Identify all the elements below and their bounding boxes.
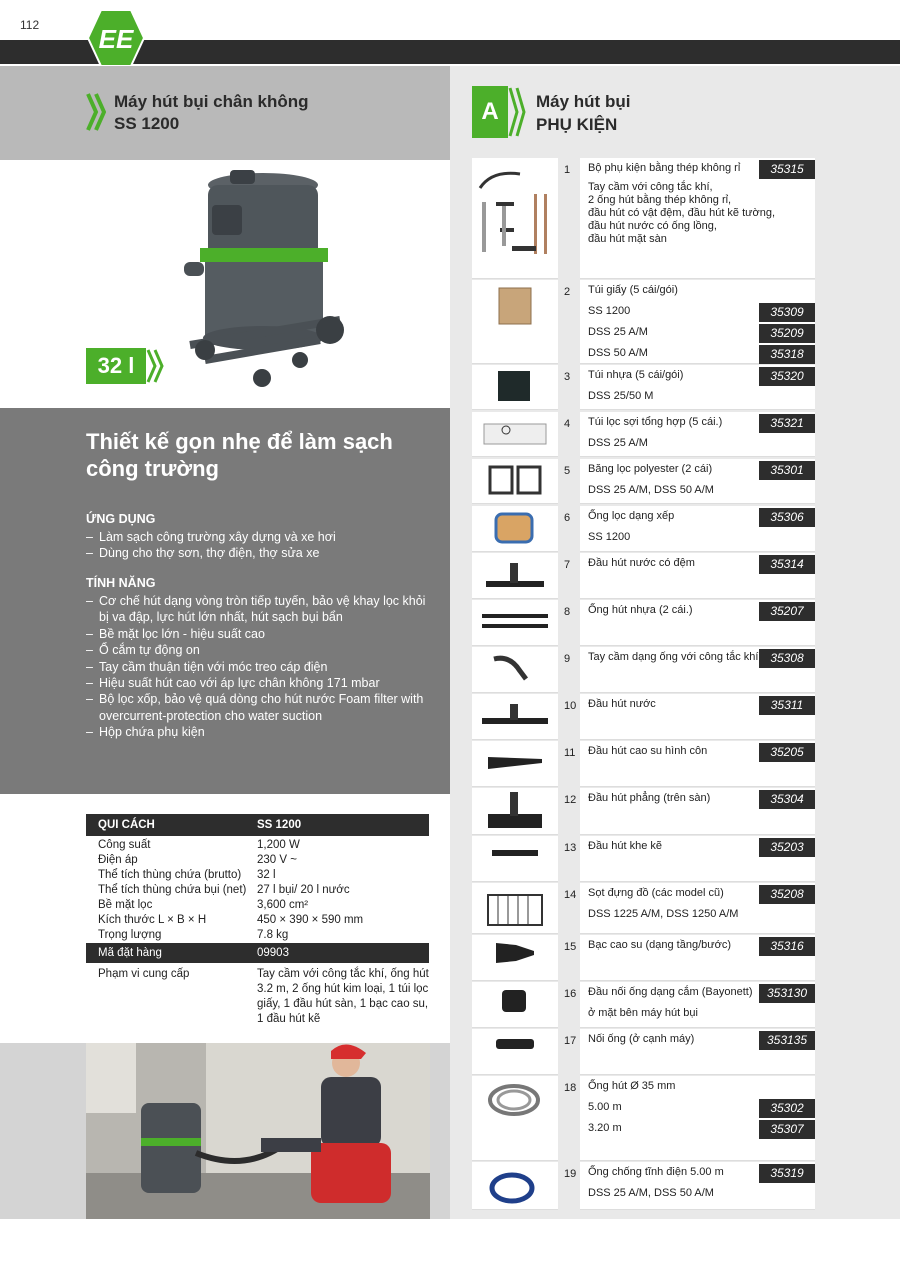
list-item: – Bộ lọc xốp, bảo vệ quá dòng cho hút nước Foam filter with overcurrent-protection cho water suction [86,691,426,724]
accessory-body: Ống lọc dạng xếp 35306 SS 1200 [580,506,815,552]
accessory-image [472,1162,558,1210]
accessory-image [472,836,558,882]
accessory-row [472,1029,815,1075]
table-row: Thể tích thùng chứa (brutto) 32 l [98,869,276,881]
table-row: Điện áp 230 V ~ [98,854,297,866]
order-code: 35320 [759,367,815,386]
item-number: 10 [558,694,580,740]
accessory-row [472,883,815,934]
order-code: 35208 [759,885,815,904]
order-code: 35207 [759,602,815,621]
accessory-image [472,600,558,646]
table-row: Thể tích thùng chứa bụi (net) 27 l bụi/ 20 l nước [98,884,350,896]
order-code: 35205 [759,743,815,762]
order-code: 35316 [759,937,815,956]
double-chevron-icon [86,92,106,132]
accessory-row [472,365,815,410]
accessory-row [472,600,815,646]
accessory-image [472,982,558,1028]
accessory-body [580,935,815,981]
order-code: 353135 [759,1031,815,1050]
spec-table [86,814,429,1027]
item-number: 14 [558,883,580,934]
accessory-image [472,647,558,693]
supply-row: Phạm vi cung cấp Tay cầm với công tắc khí, ống hút 3.2 m, 2 ống hút kim loại, 1 túi lọc giấy, 1 đầu hút sàn, 1 bạc cao su, 1 đầu hút kẽ [98,968,429,1025]
vacuum-cleaner-image [0,160,450,410]
accessory-title: Túi lọc sợi tổng hợp (5 cái.) [588,416,723,428]
accessory-title: Đầu nối ống dạng cắm (Bayonett) [588,986,753,998]
accessory-body: Túi lọc sợi tổng hợp (5 cái.) 35321 DSS 25 A/M [580,412,815,457]
accessory-title: Đầu hút cao su hình côn [588,745,708,757]
accessory-image [472,365,558,410]
order-code: 35308 [759,649,815,668]
item-number: 5 [558,459,580,504]
item-number: 4 [558,412,580,457]
double-chevron-icon [508,86,526,138]
item-number: 18 [558,1076,580,1161]
list-item: – Làm sạch công trường xây dựng và xe hơi [86,529,426,545]
order-number-row: Mã đặt hàng 09903 [86,943,429,963]
page-number: 112 [20,18,40,32]
accessory-row [472,280,815,364]
order-code: 35314 [759,555,815,574]
item-number: 13 [558,836,580,882]
list-item: – Hiệu suất hút cao với áp lực chân không 171 mbar [86,675,426,691]
accessory-body [580,553,815,599]
accessory-body [580,158,815,279]
accessory-row [472,647,815,693]
capacity-badge: 32 l [86,348,146,384]
accessory-image [472,158,558,279]
accessory-description: Tay cầm với công tắc khí, 2 ống hút bằng thép không rỉ, đầu hút có vật đệm, đầu hút kẽ tường, đầu hút nước có ống lồng, đầu hút mặt sàn [588,181,776,245]
order-code: 35318 [759,345,815,364]
accessory-title: Đầu hút nước [588,698,656,710]
list-item: – Bề mặt lọc lớn - hiệu suất cao [86,626,426,642]
item-number: 12 [558,788,580,835]
product-image [0,160,450,410]
item-number: 6 [558,506,580,552]
order-code: 35302 [759,1099,815,1118]
section-letter: A [472,86,508,138]
table-row: Công suất 1,200 W [98,839,300,851]
list-item: – Hộp chứa phụ kiện [86,724,426,740]
double-chevron-icon [146,348,164,384]
item-number: 8 [558,600,580,646]
accessory-title: Ống chống tĩnh điện 5.00 m [588,1166,724,1178]
svg-text:EE: EE [98,24,134,54]
section-title: Máy hút bụi [536,92,631,111]
accessory-title: Đầu hút khe kẽ [588,840,662,852]
accessory-image [472,883,558,934]
list-item: – Cơ chế hút dạng vòng tròn tiếp tuyến, bảo vệ khay lọc khỏi bị va đập, lực hút lớn nhất, hút sạch bụi bẩn [86,593,426,626]
order-code: 35315 [759,160,815,179]
accessory-body [580,788,815,835]
product-model: SS 1200 [114,114,180,133]
accessory-title: Bạc cao su (dạng tầng/bước) [588,939,731,951]
accessory-title: Bộ phụ kiện bằng thép không rỉ [588,162,741,174]
accessory-row [472,982,815,1028]
features-list [86,593,426,741]
accessory-row [472,459,815,504]
list-item: – Ổ cắm tự động on [86,642,426,658]
accessory-image [472,788,558,835]
accessory-body [580,741,815,787]
accessory-image [472,1076,558,1161]
accessory-row [472,158,815,279]
accessory-body: Đầu nối ống dạng cắm (Bayonett) 353130 ở mặt bên máy hút bụi [580,982,815,1028]
item-number: 15 [558,935,580,981]
accessory-row [472,788,815,835]
item-number: 9 [558,647,580,693]
accessory-body: Băng lọc polyester (2 cái) 35301 DSS 25 A/M, DSS 50 A/M [580,459,815,504]
accessory-row [472,741,815,787]
order-code: 35203 [759,838,815,857]
accessory-row [472,412,815,457]
accessory-body [580,694,815,740]
features-title: TÍNH NĂNG [86,576,156,590]
order-code: 35321 [759,414,815,433]
accessory-body [580,836,815,882]
accessory-row [472,694,815,740]
accessory-row [472,506,815,552]
order-code: 35307 [759,1120,815,1139]
accessory-body [580,1029,815,1075]
list-item: – Dùng cho thợ sơn, thợ điện, thợ sửa xe [86,545,426,561]
order-code: 35309 [759,303,815,322]
application-title: ỨNG DỤNG [86,512,156,526]
list-item: – Tay cầm thuận tiện với móc treo cáp điện [86,659,426,675]
section-subtitle: PHỤ KIỆN [536,115,618,134]
item-number: 3 [558,365,580,410]
accessory-row [472,1162,815,1210]
usage-photo [86,1043,430,1219]
item-number: 2 [558,280,580,364]
application-list [86,529,426,562]
accessory-body: Túi nhựa (5 cái/gói) 35320 DSS 25/50 M [580,365,815,410]
accessory-row [472,1076,815,1161]
accessory-title: Túi nhựa (5 cái/gói) [588,369,684,381]
accessory-body [580,600,815,646]
order-code: 35311 [759,696,815,715]
accessory-image [472,694,558,740]
accessory-image [472,741,558,787]
ee-logo [86,8,146,68]
table-row: Bề mặt lọc 3,600 cm² [98,899,309,911]
accessory-title: Sọt đựng đồ (các model cũ) [588,887,724,899]
features-panel [0,408,450,794]
accessory-body: Ống hút Ø 35 mm 5.00 m 35302 3.20 m 35307 [580,1076,815,1161]
accessory-body: Sọt đựng đồ (các model cũ) 35208 DSS 1225 A/M, DSS 1250 A/M [580,883,815,934]
accessory-image [472,506,558,552]
order-code: 35319 [759,1164,815,1183]
accessory-image [472,459,558,504]
accessory-title: Băng lọc polyester (2 cái) [588,463,713,475]
order-code: 35304 [759,790,815,809]
item-number: 7 [558,553,580,599]
accessory-image [472,412,558,457]
accessory-image [472,280,558,364]
order-code: 35301 [759,461,815,480]
accessory-title: Túi giấy (5 cái/gói) [588,284,678,296]
table-row: Trọng lượng 7.8 kg [98,929,289,941]
product-title: Máy hút bụi chân không [114,92,309,111]
accessory-title: Tay cầm dạng ống với công tắc khí [588,651,759,663]
accessory-body [580,647,815,693]
accessory-title: Nối ống (ở cạnh máy) [588,1033,695,1045]
accessory-row [472,553,815,599]
item-number: 17 [558,1029,580,1075]
accessory-title-line [580,158,815,179]
accessory-body: Ống chống tĩnh điện 5.00 m 35319 DSS 25 A/M, DSS 50 A/M [580,1162,815,1210]
accessory-image [472,1029,558,1075]
accessory-title: Ống hút Ø 35 mm [588,1080,676,1092]
accessory-title: Đầu hút phẳng (trên sàn) [588,792,711,804]
accessory-image [472,553,558,599]
item-number: 11 [558,741,580,787]
accessory-row [472,836,815,882]
left-header [0,66,450,160]
order-code: 35306 [759,508,815,527]
item-number: 16 [558,982,580,1028]
order-code: 353130 [759,984,815,1003]
accessory-body: Túi giấy (5 cái/gói) SS 1200 35309 DSS 25 A/M 35209 DSS 50 A/M 35318 [580,280,815,364]
spec-header: QUI CÁCH SS 1200 [86,814,429,836]
item-number: 1 [558,158,580,279]
accessory-row [472,935,815,981]
item-number: 19 [558,1162,580,1210]
accessory-title: Ống hút nhựa (2 cái.) [588,604,693,616]
accessory-title: Ống lọc dạng xếp [588,510,675,522]
table-row: Kích thước L × B × H 450 × 390 × 590 mm [98,914,364,926]
accessory-image [472,935,558,981]
order-code: 35209 [759,324,815,343]
headline: Thiết kế gọn nhẹ để làm sạch công trường [86,429,393,481]
accessory-title: Đầu hút nước có đệm [588,557,695,569]
